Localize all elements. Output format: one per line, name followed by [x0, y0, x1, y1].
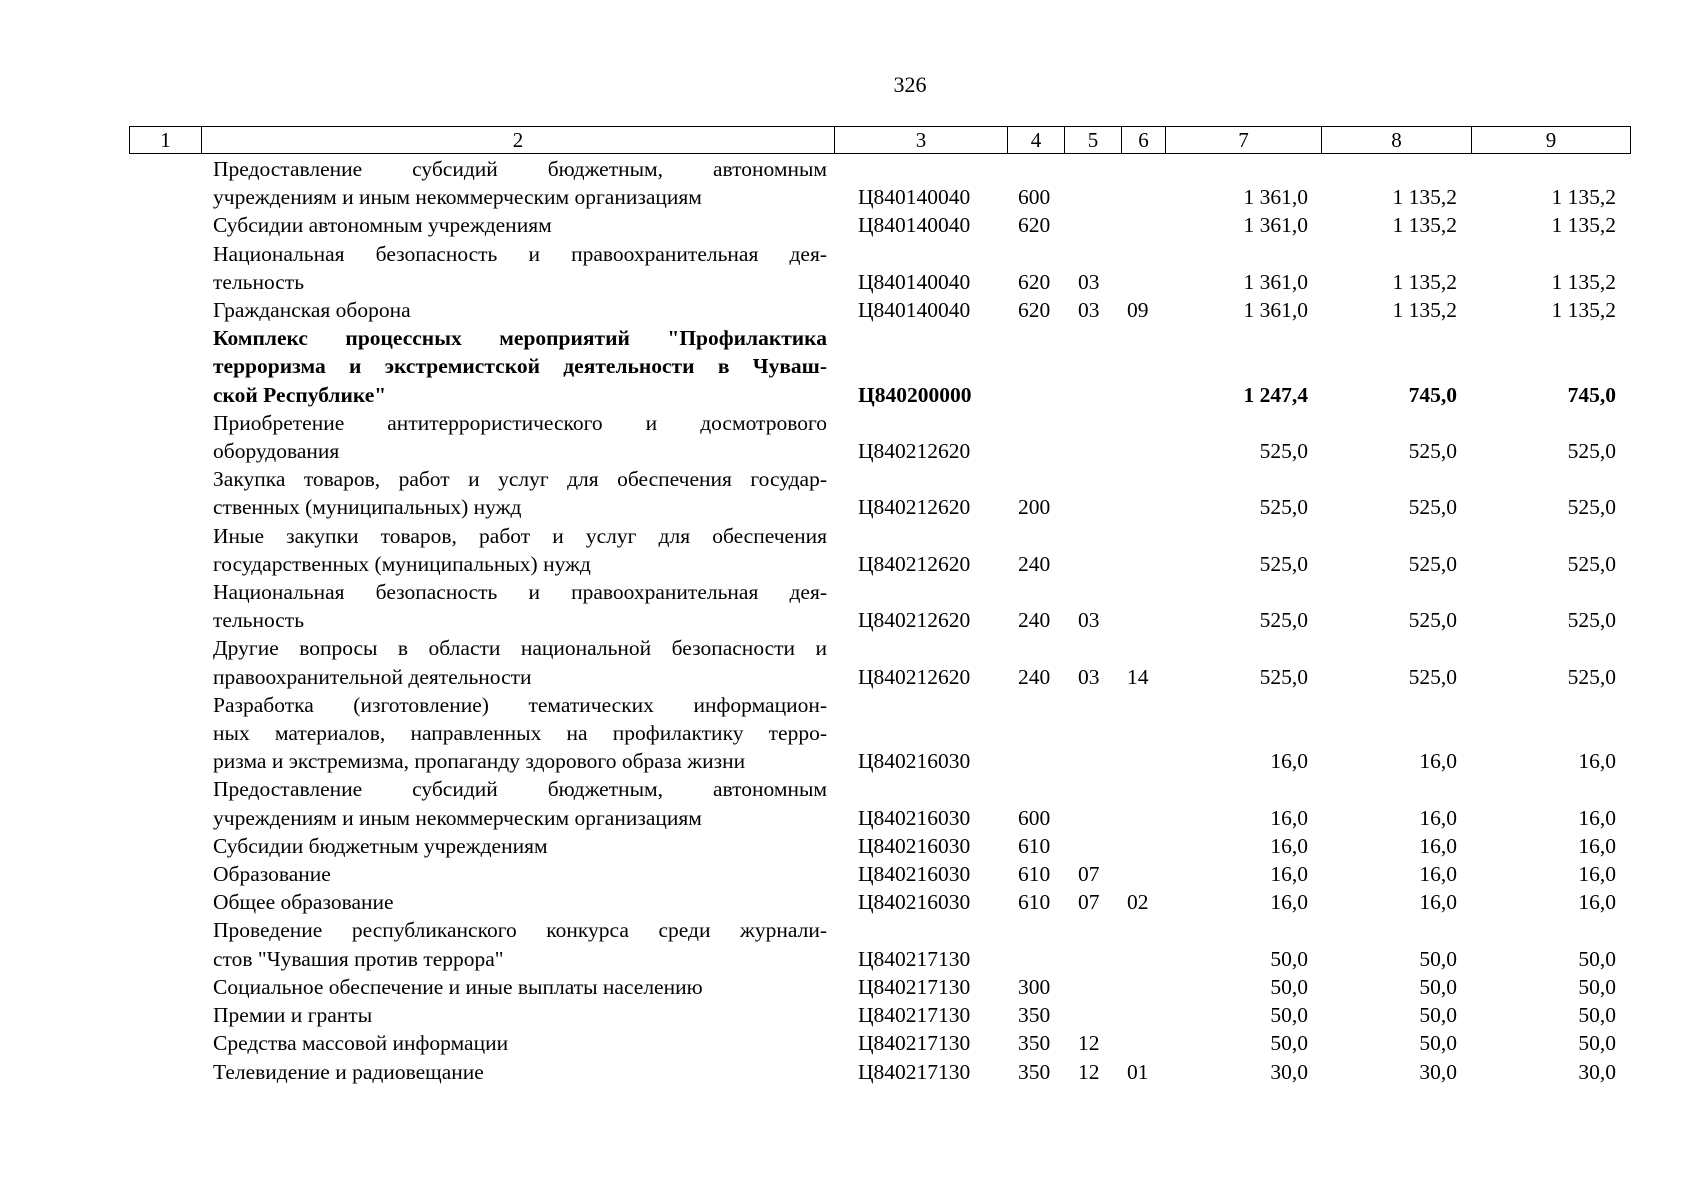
row-name-line: Приобретение антитеррористического и досмотрового — [213, 410, 827, 435]
row-expense-type: 610 — [1018, 890, 1051, 915]
row-value-col8: 525,0 — [1408, 551, 1457, 576]
table-row — [0, 691, 1697, 776]
row-code: Ц840217130 — [858, 946, 971, 971]
table-row — [0, 522, 1697, 578]
table-row — [0, 916, 1697, 972]
row-expense-type: 350 — [1018, 1059, 1051, 1084]
row-value-col9: 1 135,2 — [1551, 185, 1616, 210]
table-row — [0, 775, 1697, 831]
row-name — [213, 324, 827, 409]
header-cell-6: 6 — [1122, 127, 1166, 154]
table-row — [0, 634, 1697, 690]
row-value-col7: 525,0 — [1259, 608, 1308, 633]
row-section: 12 — [1078, 1059, 1100, 1084]
row-value-col8: 50,0 — [1419, 1031, 1457, 1056]
row-value-col7: 50,0 — [1270, 946, 1308, 971]
row-code: Ц840217130 — [858, 974, 971, 999]
row-expense-type: 600 — [1018, 805, 1051, 830]
row-name — [213, 1058, 827, 1086]
row-expense-type: 240 — [1018, 664, 1051, 689]
row-name — [213, 860, 827, 888]
row-value-col7: 1 361,0 — [1243, 269, 1308, 294]
row-section: 03 — [1078, 608, 1100, 633]
row-expense-type: 620 — [1018, 213, 1051, 238]
row-expense-type: 610 — [1018, 862, 1051, 887]
row-code: Ц840216030 — [858, 862, 971, 887]
row-name-line: учреждениям и иным некоммерческим организациям — [213, 185, 702, 210]
row-value-col9: 525,0 — [1567, 439, 1616, 464]
row-section: 03 — [1078, 269, 1100, 294]
row-name — [213, 832, 827, 860]
table-row — [0, 240, 1697, 296]
row-name-line: ской Республике" — [213, 382, 387, 407]
row-name-line: терроризма и экстремистской деятельности в Чуваш- — [213, 354, 827, 379]
row-expense-type: 610 — [1018, 833, 1051, 858]
row-expense-type: 350 — [1018, 1031, 1051, 1056]
row-value-col8: 745,0 — [1408, 382, 1457, 407]
row-name-line: ных материалов, направленных на профилактику терро- — [213, 721, 827, 746]
row-name-line: Проведение республиканского конкурса среди журнали- — [213, 918, 827, 943]
row-value-col9: 50,0 — [1578, 974, 1616, 999]
row-code: Ц840217130 — [858, 1003, 971, 1028]
row-name — [213, 296, 827, 324]
row-name-line: Общее образование — [213, 890, 394, 915]
row-code: Ц840216030 — [858, 805, 971, 830]
table-row — [0, 296, 1697, 324]
row-name — [213, 465, 827, 521]
row-code: Ц840216030 — [858, 890, 971, 915]
row-value-col9: 50,0 — [1578, 946, 1616, 971]
row-expense-type: 620 — [1018, 298, 1051, 323]
row-name-line: стов "Чувашия против террора" — [213, 946, 504, 971]
row-value-col7: 50,0 — [1270, 1031, 1308, 1056]
row-code: Ц840216030 — [858, 749, 971, 774]
row-value-col7: 50,0 — [1270, 1003, 1308, 1028]
row-value-col7: 16,0 — [1270, 833, 1308, 858]
row-name-line: Другие вопросы в области национальной безопасности и — [213, 636, 827, 661]
row-code: Ц840140040 — [858, 298, 971, 323]
row-value-col7: 50,0 — [1270, 974, 1308, 999]
row-name — [213, 634, 827, 690]
row-value-col8: 525,0 — [1408, 439, 1457, 464]
row-value-col9: 16,0 — [1578, 805, 1616, 830]
row-section: 07 — [1078, 890, 1100, 915]
header-cell-8: 8 — [1322, 127, 1472, 154]
row-value-col8: 16,0 — [1419, 805, 1457, 830]
header-cell-7: 7 — [1166, 127, 1322, 154]
row-value-col8: 50,0 — [1419, 946, 1457, 971]
row-section: 03 — [1078, 664, 1100, 689]
row-name-line: Социальное обеспечение и иные выплаты населению — [213, 974, 703, 999]
row-code: Ц840217130 — [858, 1059, 971, 1084]
row-name-line: тельность — [213, 269, 305, 294]
row-value-col7: 1 361,0 — [1243, 298, 1308, 323]
header-cell-1: 1 — [130, 127, 202, 154]
table-row — [0, 211, 1697, 239]
row-value-col7: 30,0 — [1270, 1059, 1308, 1084]
row-code: Ц840217130 — [858, 1031, 971, 1056]
row-value-col8: 50,0 — [1419, 1003, 1457, 1028]
row-expense-type: 240 — [1018, 608, 1051, 633]
table-row — [0, 860, 1697, 888]
row-subsection: 14 — [1127, 664, 1149, 689]
row-name — [213, 522, 827, 578]
row-value-col8: 525,0 — [1408, 664, 1457, 689]
row-name — [213, 775, 827, 831]
row-value-col8: 525,0 — [1408, 495, 1457, 520]
row-code: Ц840140040 — [858, 269, 971, 294]
row-value-col9: 1 135,2 — [1551, 213, 1616, 238]
row-value-col7: 16,0 — [1270, 805, 1308, 830]
row-name — [213, 916, 827, 972]
row-value-col9: 16,0 — [1578, 833, 1616, 858]
row-value-col7: 1 247,4 — [1243, 382, 1308, 407]
row-name — [213, 409, 827, 465]
row-expense-type: 620 — [1018, 269, 1051, 294]
row-code: Ц840212620 — [858, 439, 971, 464]
row-value-col9: 1 135,2 — [1551, 298, 1616, 323]
row-value-col7: 16,0 — [1270, 862, 1308, 887]
row-code: Ц840212620 — [858, 664, 971, 689]
row-name-line: Закупка товаров, работ и услуг для обеспечения государ- — [213, 467, 827, 492]
row-name-line: Национальная безопасность и правоохранительная дея- — [213, 580, 827, 605]
row-name-line: Гражданская оборона — [213, 298, 411, 323]
row-value-col9: 1 135,2 — [1551, 269, 1616, 294]
row-name-line: оборудования — [213, 439, 340, 464]
row-value-col8: 1 135,2 — [1392, 269, 1457, 294]
table-row — [0, 465, 1697, 521]
row-value-col7: 1 361,0 — [1243, 185, 1308, 210]
row-value-col7: 525,0 — [1259, 664, 1308, 689]
row-name — [213, 155, 827, 211]
row-value-col8: 50,0 — [1419, 974, 1457, 999]
row-value-col8: 30,0 — [1419, 1059, 1457, 1084]
header-cell-9: 9 — [1472, 127, 1631, 154]
row-name-line: Телевидение и радиовещание — [213, 1059, 484, 1084]
table-row — [0, 578, 1697, 634]
row-name — [213, 888, 827, 916]
row-code: Ц840140040 — [858, 185, 971, 210]
row-value-col9: 525,0 — [1567, 495, 1616, 520]
row-value-col9: 525,0 — [1567, 551, 1616, 576]
row-value-col9: 16,0 — [1578, 862, 1616, 887]
row-name-line: Образование — [213, 862, 331, 887]
row-value-col9: 16,0 — [1578, 749, 1616, 774]
page-number: 326 — [893, 72, 927, 97]
table-row — [0, 888, 1697, 916]
header-cell-3: 3 — [835, 127, 1008, 154]
row-name-line: Национальная безопасность и правоохранительная дея- — [213, 241, 827, 266]
row-value-col7: 525,0 — [1259, 495, 1308, 520]
row-name — [213, 211, 827, 239]
row-value-col8: 1 135,2 — [1392, 185, 1457, 210]
column-number-header — [129, 126, 1631, 154]
row-value-col9: 30,0 — [1578, 1059, 1616, 1084]
row-value-col7: 1 361,0 — [1243, 213, 1308, 238]
row-section: 12 — [1078, 1031, 1100, 1056]
row-code: Ц840216030 — [858, 833, 971, 858]
row-value-col9: 50,0 — [1578, 1003, 1616, 1028]
row-name-line: Предоставление субсидий бюджетным, автономным — [213, 777, 827, 802]
row-code: Ц840212620 — [858, 551, 971, 576]
row-value-col9: 745,0 — [1567, 382, 1616, 407]
row-expense-type: 600 — [1018, 185, 1051, 210]
row-name-line: Премии и гранты — [213, 1003, 373, 1028]
row-value-col8: 1 135,2 — [1392, 213, 1457, 238]
row-expense-type: 350 — [1018, 1003, 1051, 1028]
table-row — [0, 1029, 1697, 1057]
row-value-col8: 16,0 — [1419, 890, 1457, 915]
row-name — [213, 1001, 827, 1029]
row-name-line: Средства массовой информации — [213, 1031, 509, 1056]
row-name-line: ризма и экстремизма, пропаганду здорового образа жизни — [213, 749, 746, 774]
row-value-col7: 525,0 — [1259, 439, 1308, 464]
row-value-col8: 525,0 — [1408, 608, 1457, 633]
table-row — [0, 155, 1697, 211]
row-subsection: 02 — [1127, 890, 1149, 915]
row-value-col8: 1 135,2 — [1392, 298, 1457, 323]
header-cell-5: 5 — [1065, 127, 1122, 154]
row-name-line: Субсидии автономным учреждениям — [213, 213, 552, 238]
row-name-line: правоохранительной деятельности — [213, 664, 532, 689]
row-name-line: учреждениям и иным некоммерческим организациям — [213, 805, 702, 830]
row-name — [213, 578, 827, 634]
row-subsection: 01 — [1127, 1059, 1149, 1084]
table-row — [0, 324, 1697, 409]
row-value-col9: 50,0 — [1578, 1031, 1616, 1056]
row-subsection: 09 — [1127, 298, 1149, 323]
row-name-line: Разработка (изготовление) тематических информацион- — [213, 692, 827, 717]
header-cell-2: 2 — [202, 127, 835, 154]
row-section: 07 — [1078, 862, 1100, 887]
table-row — [0, 1058, 1697, 1086]
table-row — [0, 409, 1697, 465]
row-name — [213, 691, 827, 776]
header-cell-4: 4 — [1008, 127, 1065, 154]
row-name — [213, 240, 827, 296]
row-name — [213, 1029, 827, 1057]
row-value-col8: 16,0 — [1419, 833, 1457, 858]
row-name-line: Субсидии бюджетным учреждениям — [213, 833, 548, 858]
row-expense-type: 240 — [1018, 551, 1051, 576]
table-row — [0, 832, 1697, 860]
row-value-col7: 525,0 — [1259, 551, 1308, 576]
row-code: Ц840140040 — [858, 213, 971, 238]
row-name-line: ственных (муниципальных) нужд — [213, 495, 522, 520]
row-value-col9: 525,0 — [1567, 608, 1616, 633]
row-value-col9: 16,0 — [1578, 890, 1616, 915]
row-expense-type: 300 — [1018, 974, 1051, 999]
row-value-col7: 16,0 — [1270, 749, 1308, 774]
budget-table-body — [0, 155, 1697, 1086]
row-name-line: Иные закупки товаров, работ и услуг для обеспечения — [213, 523, 827, 548]
row-value-col9: 525,0 — [1567, 664, 1616, 689]
row-value-col8: 16,0 — [1419, 862, 1457, 887]
table-row — [0, 973, 1697, 1001]
row-name — [213, 973, 827, 1001]
row-name-line: Предоставление субсидий бюджетным, автономным — [213, 157, 827, 181]
row-code: Ц840212620 — [858, 608, 971, 633]
row-value-col8: 16,0 — [1419, 749, 1457, 774]
table-row — [0, 1001, 1697, 1029]
row-name-line: государственных (муниципальных) нужд — [213, 551, 591, 576]
row-code: Ц840212620 — [858, 495, 971, 520]
row-name-line: Комплекс процессных мероприятий "Профилактика — [213, 326, 827, 351]
row-expense-type: 200 — [1018, 495, 1051, 520]
row-value-col7: 16,0 — [1270, 890, 1308, 915]
row-section: 03 — [1078, 298, 1100, 323]
row-name-line: тельность — [213, 608, 305, 633]
row-code: Ц840200000 — [858, 382, 972, 407]
